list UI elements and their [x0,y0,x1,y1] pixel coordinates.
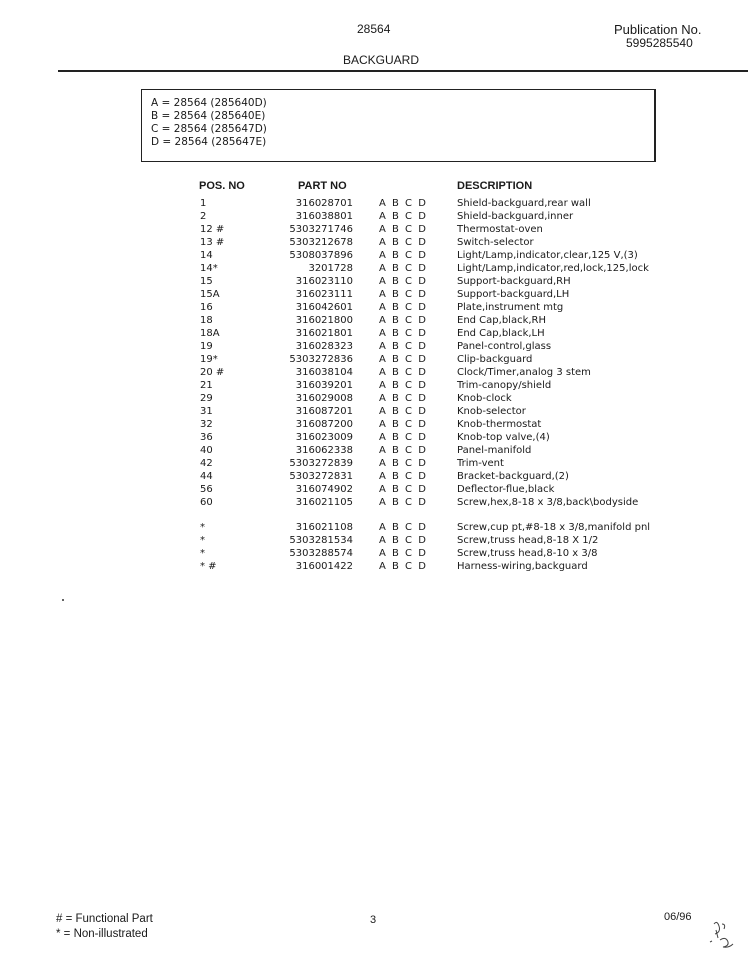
footnote-functional-part: # = Functional Part [56,913,153,925]
description-cell: Screw,hex,8-18 x 3/8,back\bodyside [457,497,639,508]
model-codes-cell: A B C D [379,224,428,235]
table-row [0,328,750,341]
table-row [0,419,750,432]
pos-cell: 31 [200,406,213,417]
model-key-line: A = 28564 (285640D) [151,97,267,109]
pos-cell: 19 [200,341,213,352]
pos-cell: 36 [200,432,213,443]
table-row [0,497,750,510]
table-row [0,237,750,250]
pos-cell: 20 # [200,367,225,378]
description-cell: Screw,cup pt,#8-18 x 3/8,manifold pnl [457,522,651,533]
publication-number: 5995285540 [626,36,693,50]
page-date: 06/96 [664,911,692,923]
description-cell: Trim-vent [457,458,504,469]
model-codes-cell: A B C D [379,484,428,495]
model-key-box [141,89,656,162]
model-codes-cell: A B C D [379,328,428,339]
description-cell: Shield-backguard,inner [457,211,574,222]
description-cell: Light/Lamp,indicator,red,lock,125,lock [457,263,649,274]
table-row [0,224,750,237]
model-codes-cell: A B C D [379,522,428,533]
table-row [0,432,750,445]
model-codes-cell: A B C D [379,432,428,443]
description-cell: Screw,truss head,8-10 x 3/8 [457,548,598,559]
part-cell: 316042601 [295,302,353,313]
pos-cell: 14 [200,250,213,261]
pos-cell: 15 [200,276,213,287]
model-codes-cell: A B C D [379,354,428,365]
description-cell: Support-backguard,RH [457,276,571,287]
part-cell: 5303272839 [289,458,353,469]
description-cell: Screw,truss head,8-18 X 1/2 [457,535,599,546]
pos-cell: 13 # [200,237,225,248]
model-number: 28564 [357,22,391,36]
model-codes-cell: A B C D [379,315,428,326]
model-codes-cell: A B C D [379,471,428,482]
model-codes-cell: A B C D [379,548,428,559]
handwritten-mark-icon [706,918,746,952]
table-row [0,263,750,276]
model-codes-cell: A B C D [379,276,428,287]
model-codes-cell: A B C D [379,445,428,456]
part-cell: 316023111 [295,289,353,300]
model-key-line: B = 28564 (285640E) [151,110,266,122]
footnote-non-illustrated: * = Non-illustrated [56,928,148,940]
table-row [0,341,750,354]
description-cell: Knob-selector [457,406,526,417]
description-cell: End Cap,black,RH [457,315,547,326]
pos-cell: * [200,522,205,533]
table-row [0,561,750,574]
table-row [0,484,750,497]
model-codes-cell: A B C D [379,367,428,378]
part-cell: 316038801 [295,211,353,222]
part-cell: 3201728 [308,263,353,274]
part-cell: 316038104 [295,367,353,378]
pos-cell: 19* [200,354,218,365]
model-codes-cell: A B C D [379,419,428,430]
part-cell: 316023110 [295,276,353,287]
description-cell: Knob-clock [457,393,512,404]
part-cell: 316029008 [295,393,353,404]
model-codes-cell: A B C D [379,535,428,546]
part-cell: 5308037896 [289,250,353,261]
part-cell: 316087201 [295,406,353,417]
part-cell: 5303272836 [289,354,353,365]
description-cell: Switch-selector [457,237,534,248]
pos-cell: 29 [200,393,213,404]
table-row [0,315,750,328]
header-divider [58,70,748,72]
publication-label: Publication No. [614,22,702,37]
pos-cell: 12 # [200,224,225,235]
description-cell: Bracket-backguard,(2) [457,471,569,482]
part-cell: 316021801 [295,328,353,339]
pos-cell: 15A [200,289,220,300]
description-cell: Knob-top valve,(4) [457,432,550,443]
model-codes-cell: A B C D [379,289,428,300]
table-row [0,548,750,561]
table-row [0,535,750,548]
pos-cell: 16 [200,302,213,313]
part-cell: 316062338 [295,445,353,456]
description-cell: Panel-manifold [457,445,532,456]
table-row [0,354,750,367]
description-cell: Support-backguard,LH [457,289,570,300]
model-codes-cell: A B C D [379,561,428,572]
description-cell: Deflector-flue,black [457,484,555,495]
model-codes-cell: A B C D [379,198,428,209]
part-cell: 5303271746 [289,224,353,235]
description-cell: Clip-backguard [457,354,533,365]
table-row [0,211,750,224]
model-key-line: C = 28564 (285647D) [151,123,267,135]
table-row [0,276,750,289]
part-cell: 316023009 [295,432,353,443]
pos-cell: 1 [200,198,207,209]
pos-cell: * [200,535,205,546]
pos-cell: 18A [200,328,220,339]
pos-cell: * # [200,561,217,572]
model-codes-cell: A B C D [379,458,428,469]
table-row [0,458,750,471]
pos-cell: * [200,548,205,559]
model-codes-cell: A B C D [379,341,428,352]
table-row [0,471,750,484]
description-cell: Light/Lamp,indicator,clear,125 V,(3) [457,250,638,261]
pos-cell: 40 [200,445,213,456]
part-cell: 316039201 [295,380,353,391]
pos-cell: 60 [200,497,213,508]
section-title: BACKGUARD [343,53,420,67]
description-cell: Trim-canopy/shield [457,380,552,391]
table-row [0,445,750,458]
description-cell: Plate,instrument mtg [457,302,564,313]
table-row [0,289,750,302]
part-cell: 316021800 [295,315,353,326]
pos-cell: 21 [200,380,213,391]
part-cell: 5303212678 [289,237,353,248]
page-number: 3 [370,914,377,926]
description-cell: Shield-backguard,rear wall [457,198,591,209]
pos-cell: 32 [200,419,213,430]
model-codes-cell: A B C D [379,302,428,313]
description-cell: Panel-control,glass [457,341,552,352]
model-codes-cell: A B C D [379,380,428,391]
part-cell: 5303272831 [289,471,353,482]
description-cell: Thermostat-oven [457,224,543,235]
table-row [0,367,750,380]
model-codes-cell: A B C D [379,497,428,508]
column-header-description: DESCRIPTION [457,180,533,192]
part-cell: 316021108 [295,522,353,533]
part-cell: 5303281534 [289,535,353,546]
part-cell: 316028701 [295,198,353,209]
pos-cell: 42 [200,458,213,469]
table-row [0,250,750,263]
description-cell: Harness-wiring,backguard [457,561,588,572]
part-cell: 316087200 [295,419,353,430]
description-cell: End Cap,black,LH [457,328,545,339]
description-cell: Knob-thermostat [457,419,542,430]
scan-speck [62,599,64,601]
model-codes-cell: A B C D [379,250,428,261]
pos-cell: 14* [200,263,218,274]
model-codes-cell: A B C D [379,237,428,248]
part-cell: 5303288574 [289,548,353,559]
table-row [0,198,750,211]
part-cell: 316021105 [295,497,353,508]
table-row [0,522,750,535]
part-cell: 316028323 [295,341,353,352]
table-row [0,406,750,419]
table-row [0,393,750,406]
pos-cell: 18 [200,315,213,326]
part-cell: 316074902 [295,484,353,495]
model-codes-cell: A B C D [379,263,428,274]
table-row [0,302,750,315]
description-cell: Clock/Timer,analog 3 stem [457,367,591,378]
model-key-line: D = 28564 (285647E) [151,136,267,148]
part-cell: 316001422 [295,561,353,572]
model-codes-cell: A B C D [379,211,428,222]
pos-cell: 44 [200,471,213,482]
model-codes-cell: A B C D [379,393,428,404]
column-header-part: PART NO [298,180,347,192]
pos-cell: 2 [200,211,207,222]
column-header-pos: POS. NO [199,180,245,192]
pos-cell: 56 [200,484,213,495]
table-row [0,380,750,393]
model-codes-cell: A B C D [379,406,428,417]
